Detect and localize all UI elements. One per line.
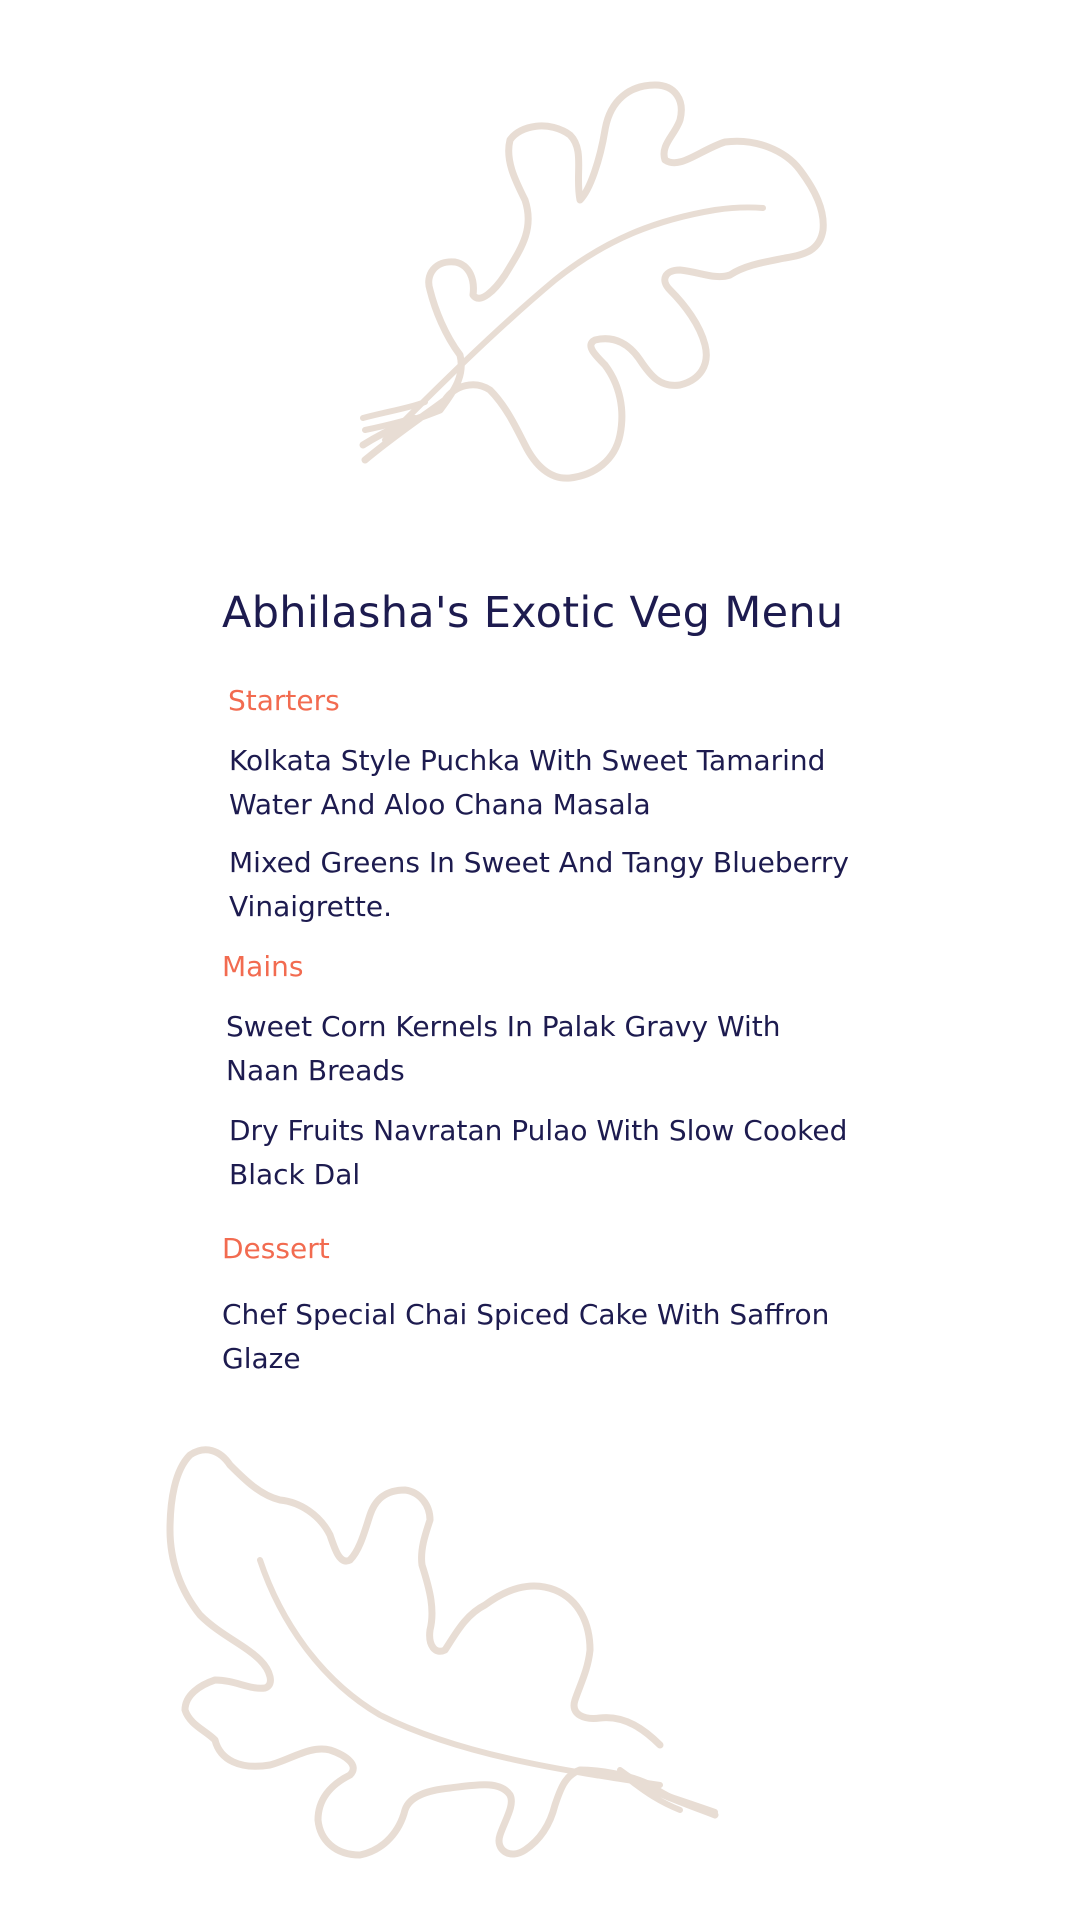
leaf-top-outline bbox=[363, 85, 823, 478]
leaf-top-stem bbox=[363, 402, 425, 430]
menu-item: Chef Special Chai Spiced Cake With Saffron Glaze bbox=[222, 1298, 830, 1375]
menu-item: Dry Fruits Navratan Pulao With Slow Cooked Black Dal bbox=[229, 1114, 848, 1191]
menu-item: Kolkata Style Puchka With Sweet Tamarind Water And Aloo Chana Masala bbox=[229, 744, 826, 821]
section-label-mains: Mains bbox=[222, 950, 304, 983]
menu bbox=[222, 585, 922, 1395]
section-label-dessert: Dessert bbox=[222, 1232, 330, 1265]
menu-item: Mixed Greens In Sweet And Tangy Blueberry Vinaigrette. bbox=[229, 846, 849, 923]
oak-leaf-bottom-icon bbox=[160, 1440, 720, 1880]
leaf-bottom-outline bbox=[170, 1450, 715, 1855]
oak-leaf-top-icon bbox=[355, 80, 915, 510]
leaf-bottom-stem bbox=[620, 1770, 715, 1812]
section-label-starters: Starters bbox=[228, 684, 340, 717]
menu-title: Abhilasha's Exotic Veg Menu bbox=[222, 588, 844, 638]
menu-item: Sweet Corn Kernels In Palak Gravy With Naan Breads bbox=[226, 1010, 781, 1087]
